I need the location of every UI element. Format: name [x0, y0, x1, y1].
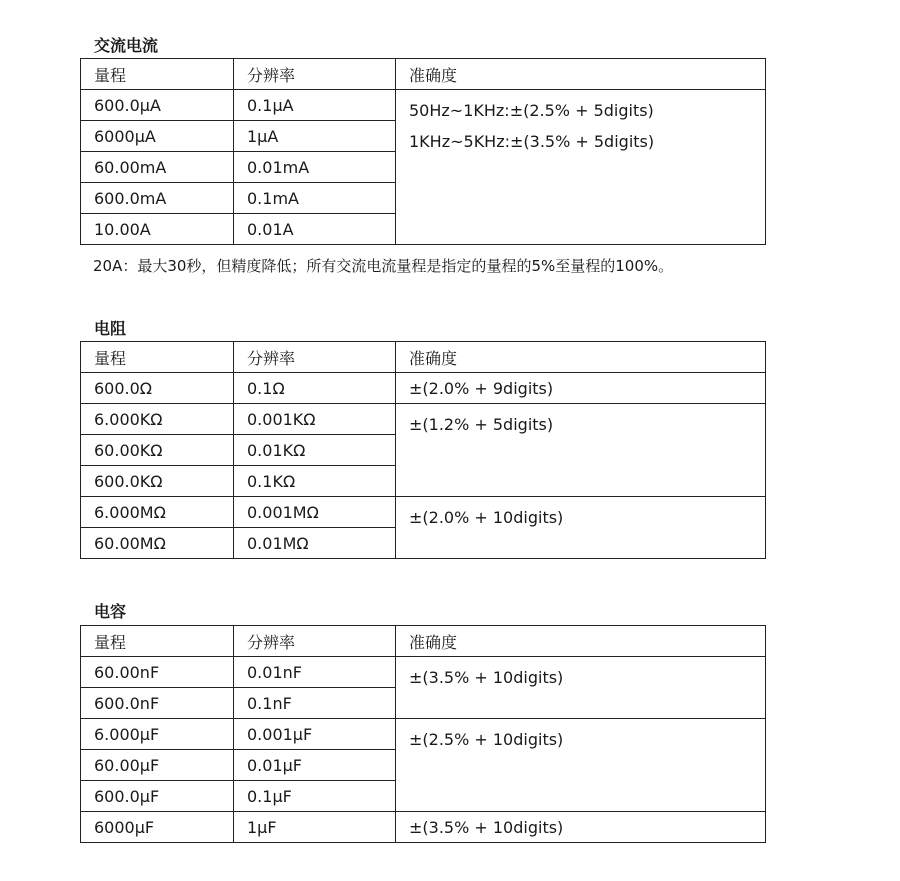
- resolution-cell: 0.001μF: [234, 719, 396, 750]
- resolution-cell: 0.01mA: [234, 152, 396, 183]
- range-cell: 600.0Ω: [81, 373, 234, 404]
- accuracy-line: 1KHz~5KHz:±(3.5% + 5digits): [409, 132, 655, 151]
- table-header-row: [81, 342, 766, 373]
- resolution-cell: 0.001MΩ: [234, 497, 396, 528]
- range-cell: 60.00MΩ: [81, 528, 234, 559]
- accuracy-cell: [396, 90, 766, 245]
- range-cell: 600.0KΩ: [81, 466, 234, 497]
- table-row: [81, 497, 766, 528]
- header-range: 量程: [81, 626, 234, 657]
- header-accuracy: 准确度: [396, 342, 766, 373]
- resolution-cell: 0.01nF: [234, 657, 396, 688]
- resolution-cell: 1μA: [234, 121, 396, 152]
- resolution-cell: 0.1Ω: [234, 373, 396, 404]
- ac-current-table: [80, 58, 766, 245]
- resolution-cell: 0.01KΩ: [234, 435, 396, 466]
- resistance-title: 电阻: [94, 319, 127, 338]
- resolution-cell: 0.01μF: [234, 750, 396, 781]
- range-cell: 600.0nF: [81, 688, 234, 719]
- table-row: [81, 373, 766, 404]
- accuracy-line: 50Hz~1KHz:±(2.5% + 5digits): [409, 101, 654, 120]
- header-resolution: 分辨率: [234, 59, 396, 90]
- accuracy-cell: ±(3.5% + 10digits): [396, 812, 766, 843]
- resolution-cell: 0.1KΩ: [234, 466, 396, 497]
- range-cell: 600.0μA: [81, 90, 234, 121]
- resolution-cell: 0.001KΩ: [234, 404, 396, 435]
- accuracy-cell: ±(1.2% + 5digits): [396, 404, 766, 497]
- table-header-row: [81, 626, 766, 657]
- range-cell: 60.00nF: [81, 657, 234, 688]
- ac-current-title: 交流电流: [94, 36, 159, 55]
- accuracy-cell: ±(2.5% + 10digits): [396, 719, 766, 812]
- ac-current-note: 20A：最大30秒，但精度降低；所有交流电流量程是指定的量程的5%至量程的100%。: [93, 257, 674, 275]
- capacitance-title: 电容: [94, 602, 127, 621]
- accuracy-cell: ±(3.5% + 10digits): [396, 657, 766, 719]
- header-range: 量程: [81, 342, 234, 373]
- resolution-cell: 0.1mA: [234, 183, 396, 214]
- header-range: 量程: [81, 59, 234, 90]
- resolution-cell: 0.01A: [234, 214, 396, 245]
- table-row: [81, 719, 766, 750]
- range-cell: 6000μA: [81, 121, 234, 152]
- accuracy-cell: ±(2.0% + 10digits): [396, 497, 766, 559]
- range-cell: 6.000MΩ: [81, 497, 234, 528]
- resistance-table: [80, 341, 766, 559]
- table-row: [81, 404, 766, 435]
- range-cell: 60.00μF: [81, 750, 234, 781]
- table-row: [81, 812, 766, 843]
- table-header-row: [81, 59, 766, 90]
- range-cell: 6.000μF: [81, 719, 234, 750]
- resolution-cell: 0.1μF: [234, 781, 396, 812]
- range-cell: 6000μF: [81, 812, 234, 843]
- accuracy-cell: ±(2.0% + 9digits): [396, 373, 766, 404]
- range-cell: 6.000KΩ: [81, 404, 234, 435]
- header-resolution: 分辨率: [234, 342, 396, 373]
- range-cell: 600.0μF: [81, 781, 234, 812]
- range-cell: 60.00mA: [81, 152, 234, 183]
- resolution-cell: 1μF: [234, 812, 396, 843]
- resolution-cell: 0.01MΩ: [234, 528, 396, 559]
- header-accuracy: 准确度: [396, 626, 766, 657]
- resolution-cell: 0.1μA: [234, 90, 396, 121]
- range-cell: 10.00A: [81, 214, 234, 245]
- header-resolution: 分辨率: [234, 626, 396, 657]
- range-cell: 60.00KΩ: [81, 435, 234, 466]
- resolution-cell: 0.1nF: [234, 688, 396, 719]
- header-accuracy: 准确度: [396, 59, 766, 90]
- capacitance-table: [80, 625, 766, 843]
- table-row: [81, 90, 766, 121]
- table-row: [81, 657, 766, 688]
- range-cell: 600.0mA: [81, 183, 234, 214]
